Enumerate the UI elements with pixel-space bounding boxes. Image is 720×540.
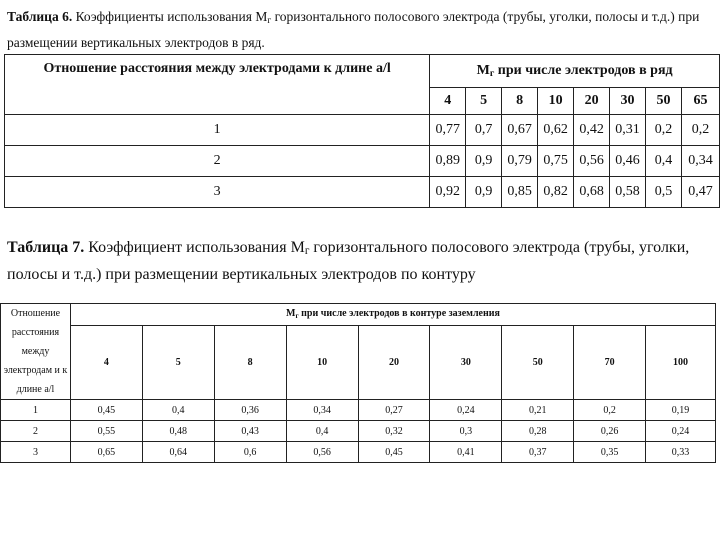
- table7-cell: 0,2: [574, 400, 646, 421]
- table7-cell: 0,3: [430, 421, 502, 442]
- table7-cell: 0,37: [502, 442, 574, 463]
- table6-cell: 0,85: [502, 177, 538, 208]
- table6-caption-label: Таблица 6.: [7, 9, 73, 24]
- table7-column-header: 100: [646, 325, 716, 399]
- table6-row-ratio: 3: [5, 177, 430, 208]
- table-row: [1, 442, 716, 463]
- table6-row-ratio: 2: [5, 146, 430, 177]
- table6-cell: 0,67: [502, 115, 538, 146]
- table6-cell: 0,9: [466, 146, 502, 177]
- table7-cell: 0,24: [430, 400, 502, 421]
- table6-row-ratio: 1: [5, 115, 430, 146]
- table7-cell: 0,4: [286, 421, 358, 442]
- table7-header-ratio: Отношение расстояния между электродам и к длине а/l: [1, 304, 71, 400]
- table6-cell: 0,47: [681, 177, 719, 208]
- table6-column-header: 30: [610, 88, 646, 115]
- table6-cell: 0,77: [430, 115, 466, 146]
- table7-cell: 0,34: [286, 400, 358, 421]
- table7-column-header: 8: [214, 325, 286, 399]
- table6-cell: 0,89: [430, 146, 466, 177]
- table7: [0, 303, 716, 463]
- table7-cell: 0,27: [358, 400, 430, 421]
- table7-cell: 0,55: [70, 421, 142, 442]
- table6-body: [5, 115, 720, 208]
- table6-header-ratio: Отношение расстояния между электродами к длине а/l: [5, 55, 430, 115]
- table7-cell: 0,19: [646, 400, 716, 421]
- table7-header-count: [70, 304, 715, 326]
- table7-cell: 0,21: [502, 400, 574, 421]
- table6-cell: 0,82: [538, 177, 574, 208]
- table6-cell: 0,31: [610, 115, 646, 146]
- table7-column-header: 20: [358, 325, 430, 399]
- table7-caption-text: Коэффициент использования M: [84, 239, 305, 256]
- table6-column-header: 10: [538, 88, 574, 115]
- table7-column-header: 5: [142, 325, 214, 399]
- table-row: [5, 146, 720, 177]
- table7-column-header: 70: [574, 325, 646, 399]
- table7-cell: 0,41: [430, 442, 502, 463]
- table7-row-ratio: 2: [1, 421, 71, 442]
- table7-cell: 0,65: [70, 442, 142, 463]
- table7-caption-label: Таблица 7.: [7, 239, 85, 256]
- table6-column-header: 50: [646, 88, 682, 115]
- table6-cell: 0,7: [466, 115, 502, 146]
- table6-header-count: [430, 55, 720, 88]
- table7-caption: [7, 236, 707, 287]
- table6-cell: 0,9: [466, 177, 502, 208]
- table7-column-header-row: [1, 325, 716, 399]
- table6-column-header: 8: [502, 88, 538, 115]
- table6-cell: 0,2: [646, 115, 682, 146]
- table6-column-header: 5: [466, 88, 502, 115]
- table7-cell: 0,6: [214, 442, 286, 463]
- table7-cell: 0,24: [646, 421, 716, 442]
- table-row: [5, 177, 720, 208]
- table6-cell: 0,62: [538, 115, 574, 146]
- table7-cell: 0,32: [358, 421, 430, 442]
- table-row: [1, 400, 716, 421]
- table6-cell: 0,79: [502, 146, 538, 177]
- table6-caption-text: Коэффициенты использования M: [72, 9, 268, 24]
- table6-cell: 0,4: [646, 146, 682, 177]
- table7-cell: 0,33: [646, 442, 716, 463]
- table6-cell: 0,42: [574, 115, 610, 146]
- table7-cell: 0,64: [142, 442, 214, 463]
- table6: [4, 54, 720, 208]
- table7-cell: 0,45: [358, 442, 430, 463]
- table7-caption-rest: горизонтального полосового электрода (трубы, уголки, полосы и т.д.) при размещении вертикальных электродов по контуру: [7, 239, 690, 283]
- table6-column-header: 4: [430, 88, 466, 115]
- table6-caption: [7, 6, 720, 53]
- table7-cell: 0,4: [142, 400, 214, 421]
- table6-cell: 0,56: [574, 146, 610, 177]
- table6-column-header: 20: [574, 88, 610, 115]
- table6-cell: 0,5: [646, 177, 682, 208]
- table7-row-ratio: 1: [1, 400, 71, 421]
- table7-cell: 0,43: [214, 421, 286, 442]
- table6-cell: 0,2: [681, 115, 719, 146]
- table6-cell: 0,92: [430, 177, 466, 208]
- table6-column-header: 65: [681, 88, 719, 115]
- table7-row-ratio: 3: [1, 442, 71, 463]
- table6-cell: 0,75: [538, 146, 574, 177]
- table7-header-sub: г: [295, 312, 299, 321]
- table6-cell: 0,58: [610, 177, 646, 208]
- table7-cell: 0,26: [574, 421, 646, 442]
- table6-header-sub: г: [489, 68, 495, 79]
- table7-cell: 0,48: [142, 421, 214, 442]
- table7-header-rest: при числе электродов в контуре заземления: [298, 308, 500, 320]
- table7-column-header: 50: [502, 325, 574, 399]
- table7-cell: 0,35: [574, 442, 646, 463]
- table7-column-header: 4: [70, 325, 142, 399]
- table6-cell: 0,34: [681, 146, 719, 177]
- table7-column-header: 10: [286, 325, 358, 399]
- table7-caption-sub: г: [304, 245, 310, 257]
- table7-header-m: M: [286, 308, 296, 320]
- table6-cell: 0,68: [574, 177, 610, 208]
- table7-column-header: 30: [430, 325, 502, 399]
- table-row: [5, 115, 720, 146]
- table6-header-m: M: [476, 63, 490, 78]
- table7-cell: 0,45: [70, 400, 142, 421]
- table6-header-rest: при числе электродов в ряд: [494, 63, 673, 78]
- table7-body: [1, 400, 716, 463]
- table6-caption-rest: горизонтального полосового электрода (трубы, уголки, полосы и т.д.) при размещении вертикальных электродов в ряд.: [7, 9, 700, 50]
- table7-cell: 0,56: [286, 442, 358, 463]
- table-row: [1, 421, 716, 442]
- table7-cell: 0,28: [502, 421, 574, 442]
- table6-cell: 0,46: [610, 146, 646, 177]
- table6-caption-sub: г: [267, 16, 272, 26]
- table7-cell: 0,36: [214, 400, 286, 421]
